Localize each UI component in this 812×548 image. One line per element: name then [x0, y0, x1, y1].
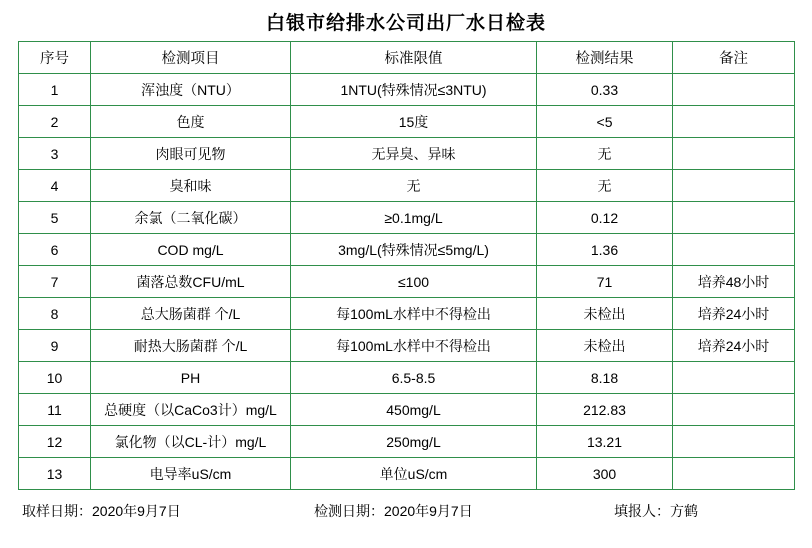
cell-no: 13 [19, 458, 91, 490]
table-row [19, 458, 795, 490]
cell-item: COD mg/L [91, 234, 291, 266]
cell-std: 15度 [291, 106, 537, 138]
cell-result: 212.83 [537, 394, 673, 426]
cell-item: 肉眼可见物 [91, 138, 291, 170]
cell-no: 5 [19, 202, 91, 234]
table-row [19, 362, 795, 394]
cell-item: 余氯（二氧化碳） [91, 202, 291, 234]
cell-no: 10 [19, 362, 91, 394]
cell-no: 8 [19, 298, 91, 330]
table-row [19, 266, 795, 298]
header-cell-result: 检测结果 [537, 42, 673, 74]
reporter-name: 填报人：方鹤 [614, 503, 698, 519]
table-row [19, 202, 795, 234]
footer-row [0, 501, 812, 521]
cell-note [673, 202, 795, 234]
cell-item: 浑浊度（NTU） [91, 74, 291, 106]
table-row [19, 330, 795, 362]
cell-item: 电导率uS/cm [91, 458, 291, 490]
cell-no: 2 [19, 106, 91, 138]
table-row [19, 234, 795, 266]
cell-no: 3 [19, 138, 91, 170]
cell-std: 250mg/L [291, 426, 537, 458]
table-row [19, 74, 795, 106]
cell-std: 1NTU(特殊情况≤3NTU) [291, 74, 537, 106]
cell-note [673, 170, 795, 202]
testing-date: 检测日期：2020年9月7日 [314, 503, 473, 519]
cell-std: 每100mL水样中不得检出 [291, 298, 537, 330]
cell-result: 13.21 [537, 426, 673, 458]
cell-item: PH [91, 362, 291, 394]
cell-note [673, 394, 795, 426]
cell-std: 每100mL水样中不得检出 [291, 330, 537, 362]
table-row [19, 298, 795, 330]
cell-note [673, 74, 795, 106]
cell-result: 71 [537, 266, 673, 298]
cell-no: 9 [19, 330, 91, 362]
cell-result: 未检出 [537, 330, 673, 362]
table-row [19, 426, 795, 458]
cell-note [673, 362, 795, 394]
table-row [19, 170, 795, 202]
cell-no: 4 [19, 170, 91, 202]
water-quality-table [18, 41, 795, 490]
cell-item: 色度 [91, 106, 291, 138]
cell-note: 培养24小时 [673, 298, 795, 330]
cell-std: 无 [291, 170, 537, 202]
cell-no: 12 [19, 426, 91, 458]
cell-note [673, 106, 795, 138]
cell-result: 0.33 [537, 74, 673, 106]
cell-std: 单位uS/cm [291, 458, 537, 490]
header-cell-item: 检测项目 [91, 42, 291, 74]
table-row [19, 106, 795, 138]
page-title: 白银市给排水公司出厂水日检表 [265, 13, 546, 34]
cell-result: 1.36 [537, 234, 673, 266]
cell-item: 总硬度（以CaCo3计）mg/L [91, 394, 291, 426]
table-row [19, 394, 795, 426]
cell-result: 无 [537, 138, 673, 170]
cell-item: 总大肠菌群 个/L [91, 298, 291, 330]
table-row [19, 138, 795, 170]
table-header [19, 42, 795, 74]
table-body [19, 74, 795, 490]
cell-std: ≥0.1mg/L [291, 202, 537, 234]
cell-result: 300 [537, 458, 673, 490]
cell-no: 7 [19, 266, 91, 298]
cell-item: 臭和味 [91, 170, 291, 202]
cell-std: 6.5-8.5 [291, 362, 537, 394]
cell-item: 耐热大肠菌群 个/L [91, 330, 291, 362]
cell-no: 6 [19, 234, 91, 266]
cell-note [673, 234, 795, 266]
cell-note [673, 138, 795, 170]
cell-result: 未检出 [537, 298, 673, 330]
cell-note [673, 458, 795, 490]
cell-std: 无异臭、异味 [291, 138, 537, 170]
cell-note: 培养48小时 [673, 266, 795, 298]
cell-result: 8.18 [537, 362, 673, 394]
sampling-date: 取样日期：2020年9月7日 [22, 503, 181, 519]
cell-item: 氯化物（以CL-计）mg/L [91, 426, 291, 458]
cell-result: 无 [537, 170, 673, 202]
cell-result: <5 [537, 106, 673, 138]
cell-item: 菌落总数CFU/mL [91, 266, 291, 298]
cell-std: ≤100 [291, 266, 537, 298]
cell-std: 450mg/L [291, 394, 537, 426]
table-container [0, 41, 812, 490]
cell-result: 0.12 [537, 202, 673, 234]
header-cell-std: 标准限值 [291, 42, 537, 74]
cell-no: 11 [19, 394, 91, 426]
cell-note: 培养24小时 [673, 330, 795, 362]
cell-std: 3mg/L(特殊情况≤5mg/L) [291, 234, 537, 266]
table-header-row [19, 42, 795, 74]
header-cell-note: 备注 [673, 42, 795, 74]
cell-no: 1 [19, 74, 91, 106]
cell-note [673, 426, 795, 458]
header-cell-no: 序号 [19, 42, 91, 74]
